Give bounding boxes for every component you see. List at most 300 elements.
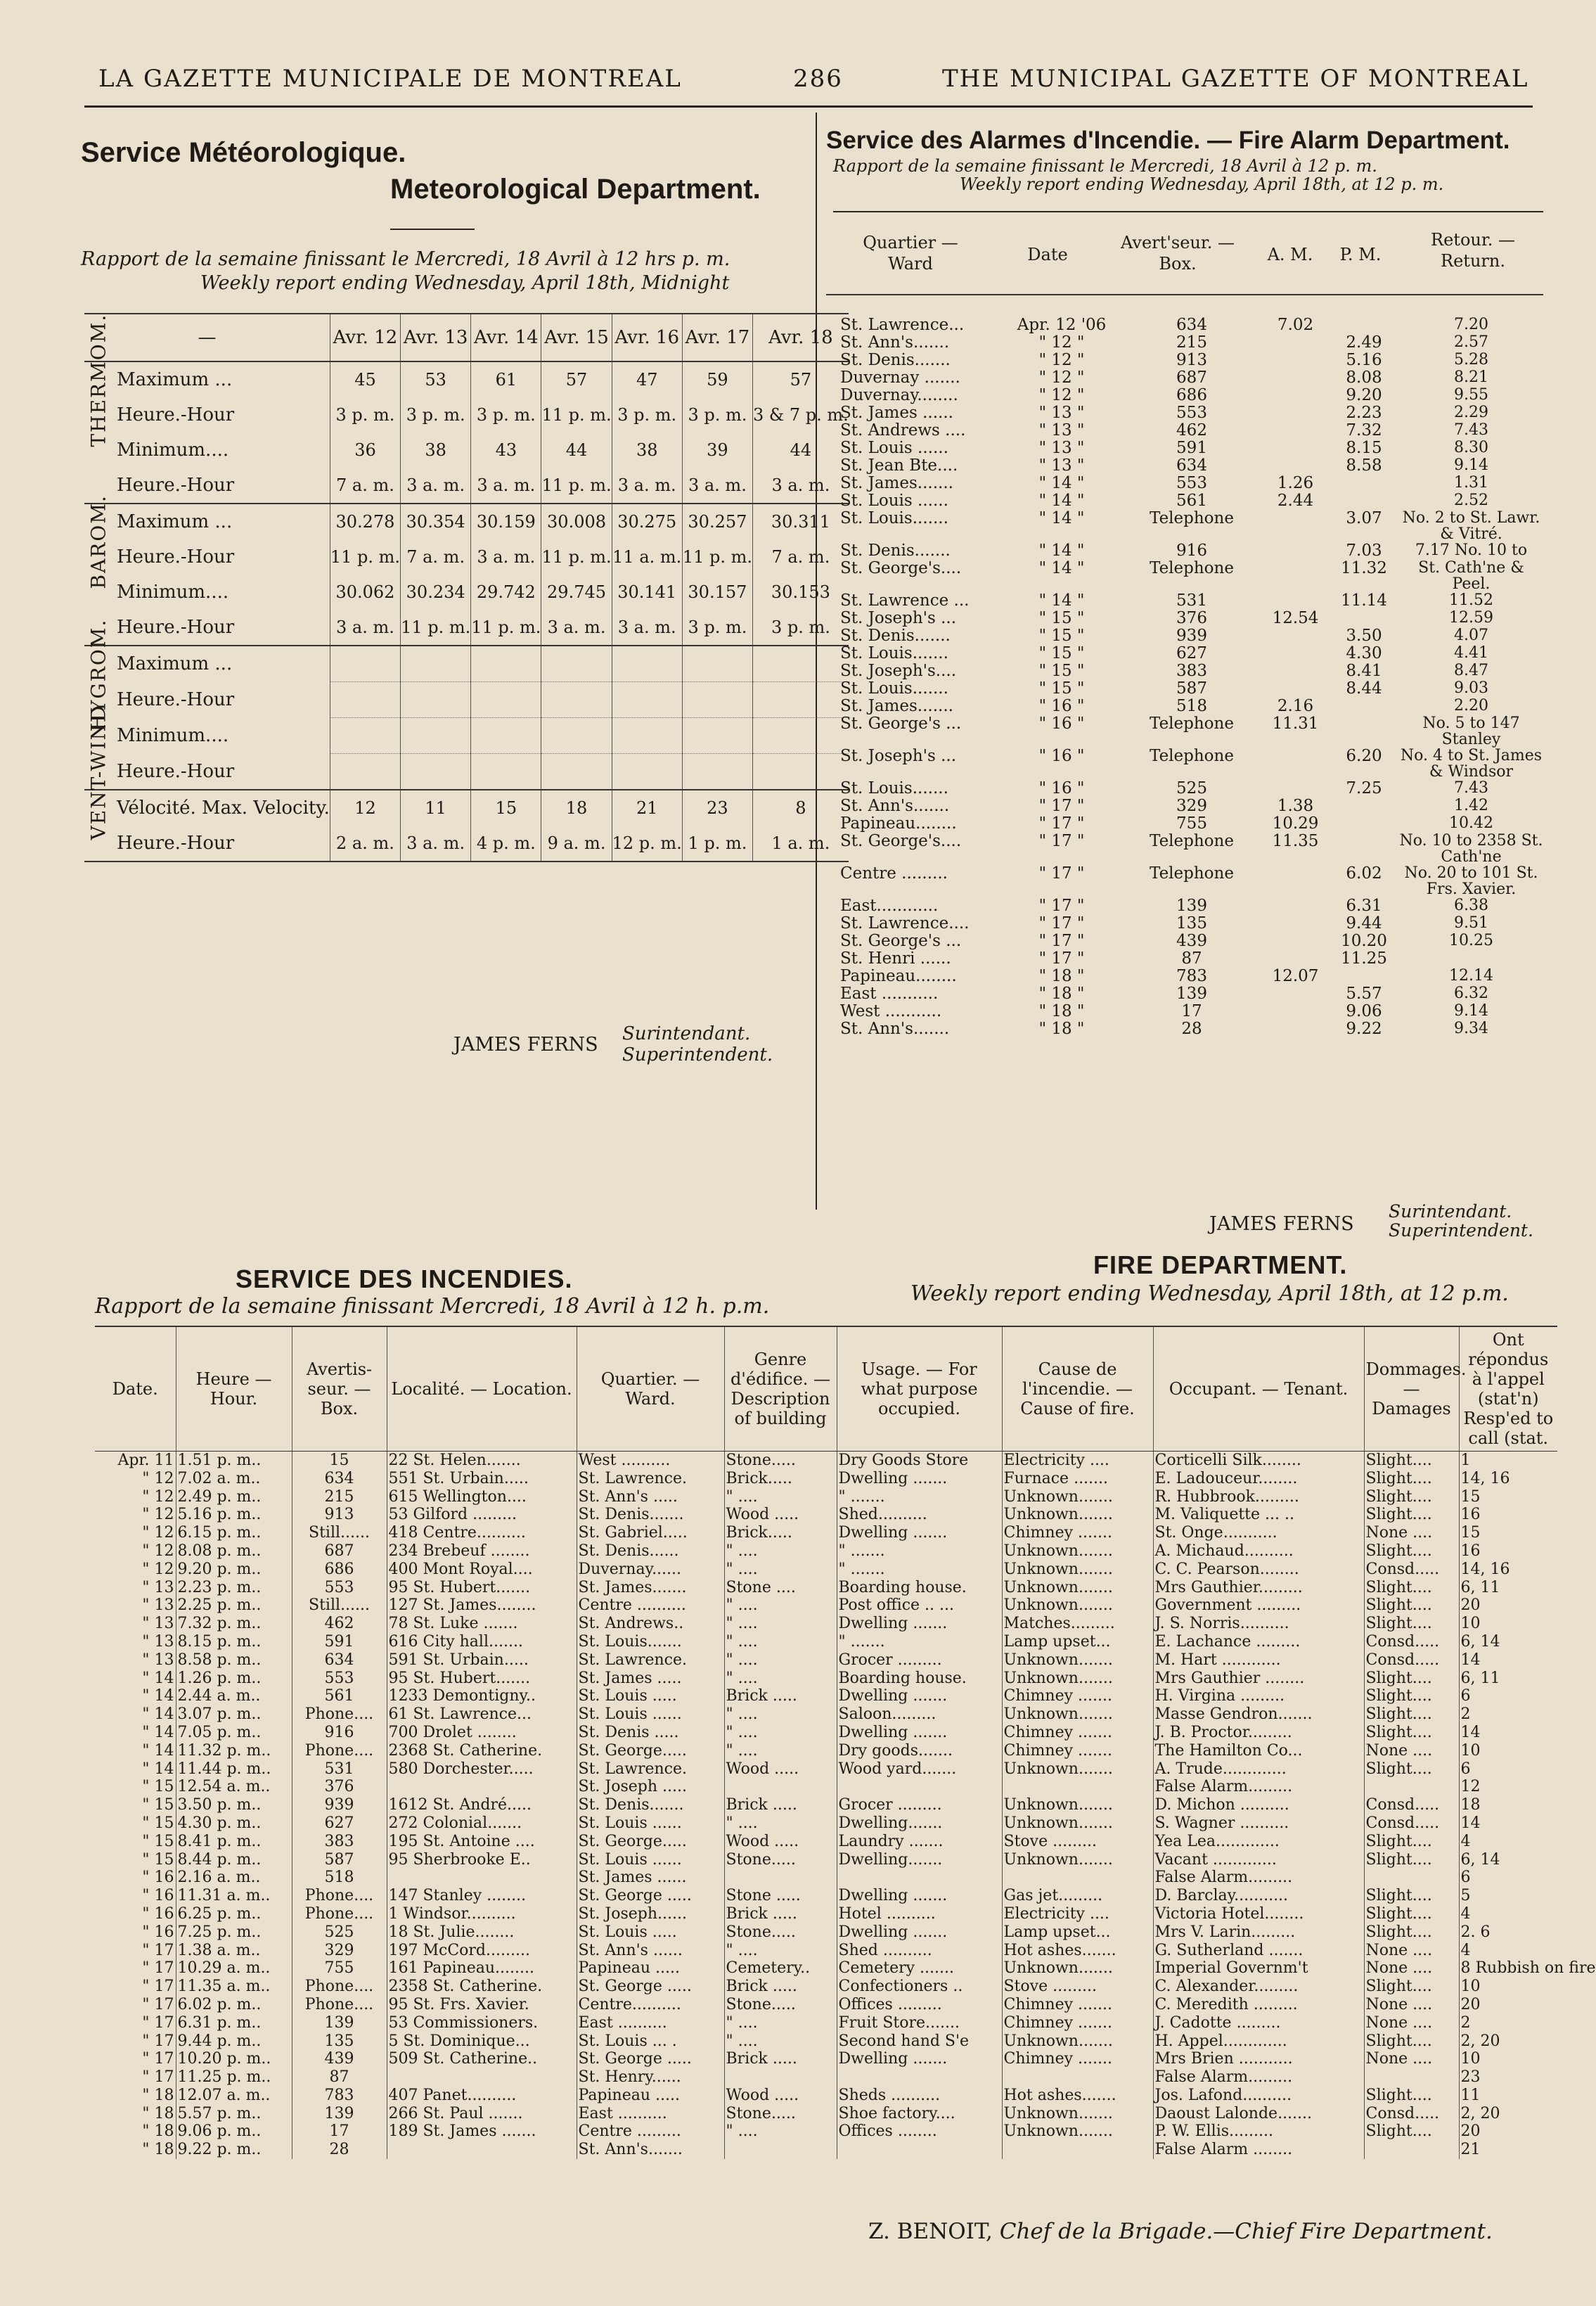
- fire-cell: " 18: [95, 2122, 176, 2141]
- alarm-cell: St. Denis.......: [840, 351, 951, 369]
- alarm-cell: " 13 ": [1038, 439, 1085, 457]
- fire-cell: Imperial Governm't: [1153, 1959, 1364, 1978]
- fire-col-header: Genre d'édifice. — Description of building: [724, 1326, 837, 1452]
- fire-cell: St. James .....: [577, 1670, 724, 1688]
- fire-cell: [1364, 1869, 1459, 1887]
- fire-cell: " ....: [724, 2122, 837, 2141]
- fire-cell: 20: [1460, 1596, 1481, 1615]
- fire-cell: St. Louis ......: [577, 1851, 724, 1869]
- meteo-row-label: Heure.-Hour: [112, 468, 330, 504]
- fire-cell: 6.31 p. m..: [176, 2014, 292, 2032]
- fire-cell: Brick.....: [724, 1524, 837, 1542]
- fire-cell: 551 St. Urbain.....: [387, 1470, 577, 1488]
- meteo-cell: 3 a. m.: [541, 610, 612, 646]
- fire-cell: Chimney .......: [1002, 2050, 1153, 2068]
- fire-cell: [1002, 1869, 1153, 1887]
- fire-cell: 2: [1460, 2013, 1471, 2032]
- meteo-cell: 1 p. m.: [682, 826, 752, 861]
- alarm-cell: 12.14: [1449, 967, 1493, 985]
- fire-cell: Jos. Lafond..........: [1153, 2087, 1364, 2105]
- fire-cell: Consd.....: [1364, 1561, 1459, 1579]
- meteo-cell: [330, 718, 400, 754]
- fire-cell: Apr. 11: [95, 1452, 176, 1470]
- alarm-cell: 7.02: [1277, 316, 1314, 334]
- fire-cell: J. Cadotte .........: [1153, 2014, 1364, 2032]
- alarm-cell: Apr. 12 '06: [1017, 316, 1107, 334]
- fire-cell: " 17: [95, 1996, 176, 2014]
- meteorological-section: [81, 130, 849, 1115]
- fire-cell: 197 McCord.........: [387, 1942, 577, 1960]
- fire-row: [95, 1833, 1557, 1851]
- fire-cell: Stove .........: [1002, 1978, 1153, 1996]
- fire-cell: None ....: [1364, 1959, 1459, 1978]
- meteo-row-label: Minimum....: [112, 575, 330, 610]
- meteo-row-label: Heure.-Hour: [112, 682, 330, 718]
- meteo-sig-fr: Surintendant.: [622, 1023, 751, 1044]
- fire-cell: " ....: [724, 1488, 837, 1506]
- fire-cell: " 13: [95, 1596, 176, 1615]
- alarm-cell: " 17 ": [1038, 864, 1085, 883]
- meteo-cell: [541, 754, 612, 790]
- fire-cell: 12.54 a. m..: [176, 1778, 292, 1796]
- meteo-cell: 3 a. m.: [612, 610, 682, 646]
- alarm-row: [840, 592, 1543, 610]
- fire-cell: " 15: [95, 1796, 176, 1814]
- fire-cell: St. George .....: [577, 1978, 724, 1996]
- meteo-cell: 11 p. m.: [541, 468, 612, 504]
- meteo-cell: [471, 754, 541, 790]
- fire-cell: 3.50 p. m..: [176, 1796, 292, 1814]
- fire-cell: 531: [292, 1760, 387, 1779]
- alarm-cell: 2.29: [1454, 404, 1488, 421]
- fire-cell: 53 Commissioners.: [387, 2014, 577, 2032]
- fire-cell: Yea Lea.............: [1153, 1833, 1364, 1851]
- fire-cell: Slight....: [1364, 1905, 1459, 1923]
- fire-cell: Wood yard.......: [837, 1760, 1002, 1779]
- meteo-cell: 2 a. m.: [330, 826, 400, 861]
- meteo-col-header: Avr. 17: [682, 314, 752, 361]
- alarm-cell: " 14 ": [1038, 509, 1085, 527]
- alarm-cell: 755: [1176, 814, 1207, 833]
- fire-cell: 14: [1460, 1651, 1481, 1669]
- meteo-col-header: Avr. 15: [541, 314, 612, 361]
- alarm-cell: 8.08: [1346, 369, 1382, 387]
- fire-cell: Wood .....: [724, 1833, 837, 1851]
- fire-cell: [387, 2068, 577, 2087]
- meteo-row: [84, 718, 849, 754]
- fire-row: [95, 1905, 1557, 1923]
- fire-cell: Cemetery .......: [837, 1959, 1002, 1978]
- fire-cell: West ..........: [577, 1452, 724, 1470]
- fire-cell: Masse Gendron.......: [1153, 1705, 1364, 1724]
- fire-cell: 9.20 p. m..: [176, 1561, 292, 1579]
- alarm-cell: " 15 ": [1038, 609, 1085, 627]
- alarm-cell: 2.20: [1454, 697, 1488, 715]
- fire-cell: 6, 14: [1460, 1850, 1500, 1869]
- alarm-cell: [1262, 915, 1329, 933]
- fire-cell: 916: [292, 1724, 387, 1742]
- fire-cell: St. Louis .....: [577, 1923, 724, 1942]
- fire-cell: 9.22 p. m..: [176, 2141, 292, 2159]
- meteo-cell: 45: [330, 361, 400, 397]
- fire-cell: Unknown.......: [1002, 1760, 1153, 1779]
- alarm-row: [840, 422, 1543, 440]
- fire-cell: Laundry .......: [837, 1833, 1002, 1851]
- meteo-row: [84, 790, 849, 826]
- alarm-cell: " 15 ": [1038, 662, 1085, 680]
- fire-cell: " 17: [95, 2068, 176, 2087]
- fire-cell: 2.23 p. m..: [176, 1579, 292, 1597]
- fire-cell: Brick .....: [724, 2050, 837, 2068]
- alarm-cell: No. 5 to 147 Stanley: [1422, 715, 1520, 748]
- fire-title-fr: SERVICE DES INCENDIES.: [236, 1264, 573, 1293]
- alarm-cell: St. Lawrence....: [840, 914, 970, 933]
- alarm-cell: 12.54: [1272, 609, 1319, 627]
- meteo-cell: 30.141: [612, 575, 682, 610]
- alarm-cell: " 17 ": [1038, 897, 1085, 915]
- fire-cell: St. Gabriel.....: [577, 1524, 724, 1542]
- fire-cell: 2.25 p. m..: [176, 1596, 292, 1615]
- meteo-signature: JAMES FERNS: [453, 1034, 598, 1056]
- fire-cell: 12.07 a. m..: [176, 2087, 292, 2105]
- fire-cell: St. George .....: [577, 1887, 724, 1905]
- fire-cell: St. Denis.......: [577, 1506, 724, 1524]
- fire-cell: Slight....: [1364, 1887, 1459, 1905]
- fire-cell: 215: [292, 1488, 387, 1506]
- alarm-cell: 1.26: [1277, 474, 1314, 492]
- fire-cell: 9.44 p. m..: [176, 2032, 292, 2051]
- alarm-row: [840, 933, 1543, 950]
- meteo-cell: 18: [541, 790, 612, 826]
- alarm-cell: 11.35: [1272, 832, 1319, 850]
- fire-cell: None ....: [1364, 1996, 1459, 2014]
- fire-cell: Phone....: [292, 1978, 387, 1996]
- fire-cell: J. S. Norris..........: [1153, 1615, 1364, 1633]
- alarm-cell: 587: [1176, 679, 1207, 698]
- fire-cell: St. George.....: [577, 1742, 724, 1760]
- fire-cell: Slight....: [1364, 1705, 1459, 1724]
- fire-row: [95, 1978, 1557, 1996]
- meteo-cell: [330, 646, 400, 682]
- fire-cell: " 14: [95, 1705, 176, 1724]
- fire-cell: False Alarm ........: [1153, 2141, 1364, 2159]
- alarm-cell: 2.52: [1454, 492, 1488, 509]
- meteo-cell: 38: [612, 433, 682, 468]
- fire-cell: 439: [292, 2050, 387, 2068]
- fire-cell: St. Denis .....: [577, 1724, 724, 1742]
- fire-cell: [724, 2068, 837, 2087]
- meteo-cell: 3 p. m.: [471, 397, 541, 433]
- alarm-cell: [1262, 510, 1329, 542]
- alarm-cell: " 17 ": [1038, 932, 1085, 950]
- fire-cell: H. Appel.............: [1153, 2032, 1364, 2051]
- fire-cell: 1.26 p. m..: [176, 1670, 292, 1688]
- fire-col-header: Date.: [95, 1326, 176, 1452]
- alarm-cell: St. James.......: [840, 474, 953, 492]
- alarm-cell: [1329, 698, 1399, 715]
- meteo-cell: 3 a. m.: [771, 475, 830, 495]
- alarm-h-return: Retour. — Return.: [1431, 230, 1515, 271]
- fire-cell: 518: [292, 1869, 387, 1887]
- alarm-cell: 2.49: [1346, 333, 1382, 352]
- fire-cell: 1.38 a. m..: [176, 1942, 292, 1960]
- fire-cell: " 13: [95, 1651, 176, 1670]
- meteo-table: [84, 313, 849, 862]
- fire-cell: " 12: [95, 1506, 176, 1524]
- fire-cell: " 17: [95, 2050, 176, 2068]
- alarm-cell: 7.43: [1454, 779, 1488, 797]
- alarm-cell: 9.55: [1454, 386, 1488, 404]
- meteo-cell: [682, 682, 752, 718]
- fire-cell: Brick .....: [724, 1687, 837, 1705]
- fire-cell: Mrs Gauthier.........: [1153, 1579, 1364, 1597]
- alarm-row: [840, 440, 1543, 457]
- fire-cell: [1364, 1778, 1459, 1796]
- fire-row: [95, 1814, 1557, 1833]
- alarm-cell: West ...........: [840, 1002, 942, 1020]
- alarm-cell: [1329, 492, 1399, 510]
- fire-cell: 2, 20: [1460, 2032, 1500, 2050]
- alarm-cell: St. Henri ......: [840, 949, 951, 968]
- fire-cell: Slight....: [1364, 2032, 1459, 2051]
- fire-cell: 7.05 p. m..: [176, 1724, 292, 1742]
- alarm-cell: [1329, 968, 1399, 985]
- fire-cell: St. Louis .....: [577, 1687, 724, 1705]
- alarm-cell: [1262, 422, 1329, 440]
- fire-cell: [1364, 2068, 1459, 2087]
- alarm-cell: [1262, 369, 1329, 387]
- fire-cell: E. Lachance .........: [1153, 1633, 1364, 1651]
- alarm-sig-en: Superintendent.: [1389, 1220, 1533, 1241]
- fire-cell: Consd.....: [1364, 1633, 1459, 1651]
- fire-cell: Wood .....: [724, 1760, 837, 1779]
- alarm-cell: 8.44: [1346, 679, 1382, 698]
- meteo-cell: 11 p. m.: [471, 610, 541, 646]
- fire-cell: 2.16 a. m..: [176, 1869, 292, 1887]
- fire-row: [95, 1596, 1557, 1615]
- alarm-row: [840, 475, 1543, 492]
- fire-cell: " 16: [95, 1887, 176, 1905]
- alarm-cell: St. George's....: [840, 832, 962, 850]
- fire-cell: 509 St. Catherine..: [387, 2050, 577, 2068]
- fire-cell: 2.49 p. m..: [176, 1488, 292, 1506]
- meteo-group-text: VENT-WIND: [86, 704, 110, 840]
- fire-cell: Daoust Lalonde.......: [1153, 2105, 1364, 2123]
- fire-cell: [837, 2141, 1002, 2159]
- fire-cell: Stone.....: [724, 1996, 837, 2014]
- alarm-row: [840, 369, 1543, 387]
- alarm-cell: Papineau........: [840, 967, 957, 985]
- fire-cell: " ....: [724, 1633, 837, 1651]
- fire-cell: Grocer .........: [837, 1651, 1002, 1670]
- alarm-signature: JAMES FERNS: [1209, 1213, 1354, 1235]
- fire-cell: 10: [1460, 1615, 1481, 1633]
- fire-cell: Boarding house.: [837, 1670, 1002, 1688]
- alarm-row: [840, 662, 1543, 680]
- fire-cell: 8.41 p. m..: [176, 1833, 292, 1851]
- fire-cell: " ....: [724, 1724, 837, 1742]
- alarm-cell: " 16 ": [1038, 779, 1085, 798]
- alarm-cell: " 12 ": [1038, 369, 1085, 387]
- alarm-row: [840, 610, 1543, 627]
- meteo-cell: 44: [790, 440, 812, 460]
- alarm-row: [840, 492, 1543, 510]
- fire-cell: Unknown.......: [1002, 1851, 1153, 1869]
- fire-cell: 2, 20: [1460, 2104, 1500, 2122]
- fire-cell: 14: [1460, 1814, 1481, 1832]
- fire-col-header: Ont répondus à l'appel (stat'n) Resp'ed to call (stat.: [1459, 1326, 1557, 1452]
- alarm-cell: 627: [1176, 644, 1207, 662]
- alarm-cell: St. Ann's.......: [840, 333, 950, 352]
- fire-row: [95, 1470, 1557, 1488]
- fire-cell: 8.08 p. m..: [176, 1542, 292, 1561]
- alarm-cell: [1329, 833, 1399, 865]
- fire-cell: 376: [292, 1778, 387, 1796]
- alarm-cell: 561: [1176, 492, 1207, 510]
- fire-cell: Stone.....: [724, 1851, 837, 1869]
- alarm-cell: " 15 ": [1038, 627, 1085, 645]
- fire-cell: Dwelling .......: [837, 1470, 1002, 1488]
- meteo-cell: [682, 718, 752, 754]
- alarm-cell: " 16 ": [1038, 715, 1085, 733]
- fire-cell: Shoe factory....: [837, 2105, 1002, 2123]
- fire-cell: 615 Wellington....: [387, 1488, 577, 1506]
- meteo-group-text: HYGROM.: [86, 618, 110, 732]
- fire-cell: Mrs Gauthier ........: [1153, 1670, 1364, 1688]
- meteo-cell: [330, 682, 400, 718]
- fire-cell: Slight....: [1364, 1687, 1459, 1705]
- fire-row: [95, 1778, 1557, 1796]
- alarm-cell: Telephone: [1150, 715, 1234, 733]
- alarm-cell: No. 4 to St. James & Windsor: [1400, 747, 1543, 781]
- meteo-group-text: THERMOM.: [86, 313, 110, 447]
- fire-cell: Second hand S'e: [837, 2032, 1002, 2051]
- meteo-cell: 7 a. m.: [771, 547, 830, 567]
- alarm-cell: Duvernay........: [840, 386, 958, 404]
- page-number: 286: [793, 65, 843, 93]
- meteo-cell: 11 p. m.: [541, 539, 612, 575]
- meteo-cell: 30.311: [771, 512, 830, 532]
- fire-cell: False Alarm.........: [1153, 2068, 1364, 2087]
- fire-department-section: [95, 1245, 1596, 2286]
- meteo-cell: [471, 646, 541, 682]
- fire-cell: 6, 11: [1460, 1578, 1500, 1596]
- fire-row: [95, 1705, 1557, 1724]
- fire-cell: None ....: [1364, 1942, 1459, 1960]
- meteo-cell: 3 p. m.: [401, 397, 471, 433]
- alarm-cell: Telephone: [1150, 559, 1234, 577]
- fire-cell: 7.32 p. m..: [176, 1615, 292, 1633]
- alarm-cell: 28: [1181, 1020, 1202, 1038]
- fire-cell: Unknown.......: [1002, 1959, 1153, 1978]
- meteo-cell: 3 p. m.: [682, 610, 752, 646]
- fire-cell: 10: [1460, 2050, 1481, 2068]
- alarm-cell: [1262, 780, 1329, 798]
- fire-cell: Confectioners ..: [837, 1978, 1002, 1996]
- meteo-row: [84, 646, 849, 682]
- meteo-cell: 59: [682, 361, 752, 397]
- meteo-row-label: Maximum ...: [112, 504, 330, 539]
- fire-row: [95, 1687, 1557, 1705]
- fire-cell: Unknown.......: [1002, 1796, 1153, 1814]
- meteo-report-en: Weekly report ending Wednesday, April 18th, Midnight: [200, 272, 730, 294]
- alarm-cell: St. Louis.......: [840, 644, 948, 662]
- fire-cell: Hotel ..........: [837, 1905, 1002, 1923]
- alarm-cell: 3.50: [1346, 627, 1382, 645]
- fire-row: [95, 1542, 1557, 1561]
- fire-cell: Unknown.......: [1002, 1579, 1153, 1597]
- fire-cell: 11.44 p. m..: [176, 1760, 292, 1779]
- alarm-cell: 3.07: [1346, 509, 1382, 527]
- alarm-cell: " 15 ": [1038, 644, 1085, 662]
- meteo-cell: [541, 682, 612, 718]
- fire-cell: " 17: [95, 2032, 176, 2051]
- fire-cell: St. Denis......: [577, 1542, 724, 1561]
- meteo-cell: 11 p. m.: [682, 539, 752, 575]
- alarm-cell: " 13 ": [1038, 421, 1085, 440]
- meteo-cell: 11 p. m.: [330, 539, 400, 575]
- alarm-cell: 553: [1176, 474, 1207, 492]
- fire-row: [95, 1851, 1557, 1869]
- alarm-cell: 9.44: [1346, 914, 1382, 933]
- fire-cell: 189 St. James .......: [387, 2122, 577, 2141]
- meteo-cell: 11 p. m.: [401, 610, 471, 646]
- alarm-cell: " 13 ": [1038, 404, 1085, 422]
- alarm-cell: 10.25: [1449, 932, 1493, 949]
- fire-cell: Slight....: [1364, 1596, 1459, 1615]
- meteo-cell: 3 a. m.: [682, 468, 752, 504]
- fire-cell: 2358 St. Catherine.: [387, 1978, 577, 1996]
- fire-cell: 591: [292, 1633, 387, 1651]
- fire-cell: East ..........: [577, 2014, 724, 2032]
- fire-row: [95, 1923, 1557, 1942]
- fire-cell: [837, 2068, 1002, 2087]
- fire-cell: 561: [292, 1687, 387, 1705]
- fire-cell: 135: [292, 2032, 387, 2051]
- meteo-header-row: [84, 314, 849, 361]
- meteo-cell: 7 a. m.: [330, 468, 400, 504]
- fire-cell: Unknown.......: [1002, 1506, 1153, 1524]
- fire-signature: [868, 2219, 1493, 2244]
- meteo-cell: 43: [471, 433, 541, 468]
- fire-cell: 6.15 p. m..: [176, 1524, 292, 1542]
- fire-cell: Slight....: [1364, 1833, 1459, 1851]
- alarm-row: [840, 645, 1543, 662]
- alarm-cell: 5.57: [1346, 985, 1382, 1003]
- meteo-cell: 38: [401, 433, 471, 468]
- fire-cell: 11.31 a. m..: [176, 1887, 292, 1905]
- fire-cell: 10: [1460, 1741, 1481, 1760]
- fire-cell: Dry Goods Store: [837, 1452, 1002, 1470]
- alarm-cell: " 17 ": [1038, 797, 1085, 815]
- fire-cell: Unknown.......: [1002, 1488, 1153, 1506]
- meteo-cell: 8: [795, 798, 806, 818]
- alarm-cell: " 16 ": [1038, 697, 1085, 715]
- fire-cell: St. Joseph......: [577, 1905, 724, 1923]
- fire-cell: " 17: [95, 1942, 176, 1960]
- fire-cell: " ....: [724, 1742, 837, 1760]
- meteo-cell: 3 a. m.: [401, 468, 471, 504]
- fire-cell: Slight....: [1364, 1724, 1459, 1742]
- alarm-cell: " 14 ": [1038, 474, 1085, 492]
- fire-cell: Unknown.......: [1002, 1705, 1153, 1724]
- meteo-cell: 30.275: [612, 504, 682, 539]
- alarm-row: [840, 1003, 1543, 1020]
- fire-cell: Dwelling.......: [837, 1814, 1002, 1833]
- fire-cell: " .......: [837, 1488, 1002, 1506]
- alarm-cell: 5.28: [1454, 351, 1488, 369]
- fire-cell: St. Joseph .....: [577, 1778, 724, 1796]
